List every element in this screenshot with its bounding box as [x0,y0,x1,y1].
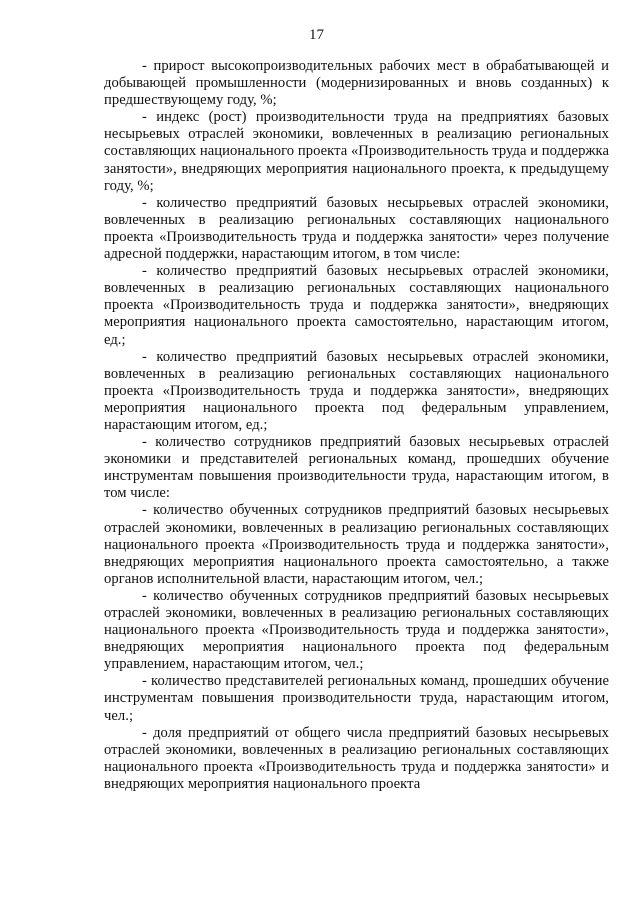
document-body [104,58,609,793]
list-item: - количество обученных сотрудников предприятий базовых несырьевых отраслей экономики, вовлеченных в реализацию региональных составляющих национального проекта «Производительность труда и поддержка занятости», внедряющих мероприятия национального проекта под федеральным управлением, нарастающим итогом, чел.; [104,587,609,673]
list-item: - количество предприятий базовых несырьевых отраслей экономики, вовлеченных в реализацию региональных составляющих национального проекта «Производительность труда и поддержка занятости» через получение адресной поддержки, нарастающим итогом, в том числе: [104,194,609,263]
list-item: - количество сотрудников предприятий базовых несырьевых отраслей экономики и представителей региональных команд, прошедших обучение инструментам повышения производительности труда, нарастающим итогом, в том числе: [104,434,609,502]
list-item: - индекс (рост) производительности труда на предприятиях базовых несырьевых отраслей экономики, вовлеченных в реализацию региональных составляющих национального проекта «Производительность труда и поддержка занятости», внедряющих мероприятия национального проекта, к предыдущему году, %; [104,109,609,194]
list-item: - прирост высокопроизводительных рабочих мест в обрабатывающей и добывающей промышленности (модернизированных и вновь созданных) к предшествующему году, %; [104,58,609,109]
list-item: - количество предприятий базовых несырьевых отраслей экономики, вовлеченных в реализацию региональных составляющих национального проекта «Производительность труда и поддержка занятости», внедряющих мероприятия национального проекта самостоятельно, нарастающим итогом, ед.; [104,263,609,348]
list-item: - количество обученных сотрудников предприятий базовых несырьевых отраслей экономики, вовлеченных в реализацию региональных составляющих национального проекта «Производительность труда и поддержка занятости», внедряющих мероприятия национального проекта самостоятельно, а также органов исполнительной власти, нарастающим итогом, чел.; [104,502,609,587]
list-item: - количество предприятий базовых несырьевых отраслей экономики, вовлеченных в реализацию региональных составляющих национального проекта «Производительность труда и поддержка занятости», внедряющих мероприятия национального проекта под федеральным управлением, нарастающим итогом, ед.; [104,348,609,433]
list-item: - количество представителей региональных команд, прошедших обучение инструментам повышения производительности труда, нарастающим итогом, чел.; [104,673,609,724]
list-item: - доля предприятий от общего числа предприятий базовых несырьевых отраслей экономики, вовлеченных в реализацию региональных составляющих национального проекта «Производительность труда и поддержка занятости» и внедряющих мероприятия национального проекта [104,724,609,792]
page-number: 17 [309,27,324,43]
